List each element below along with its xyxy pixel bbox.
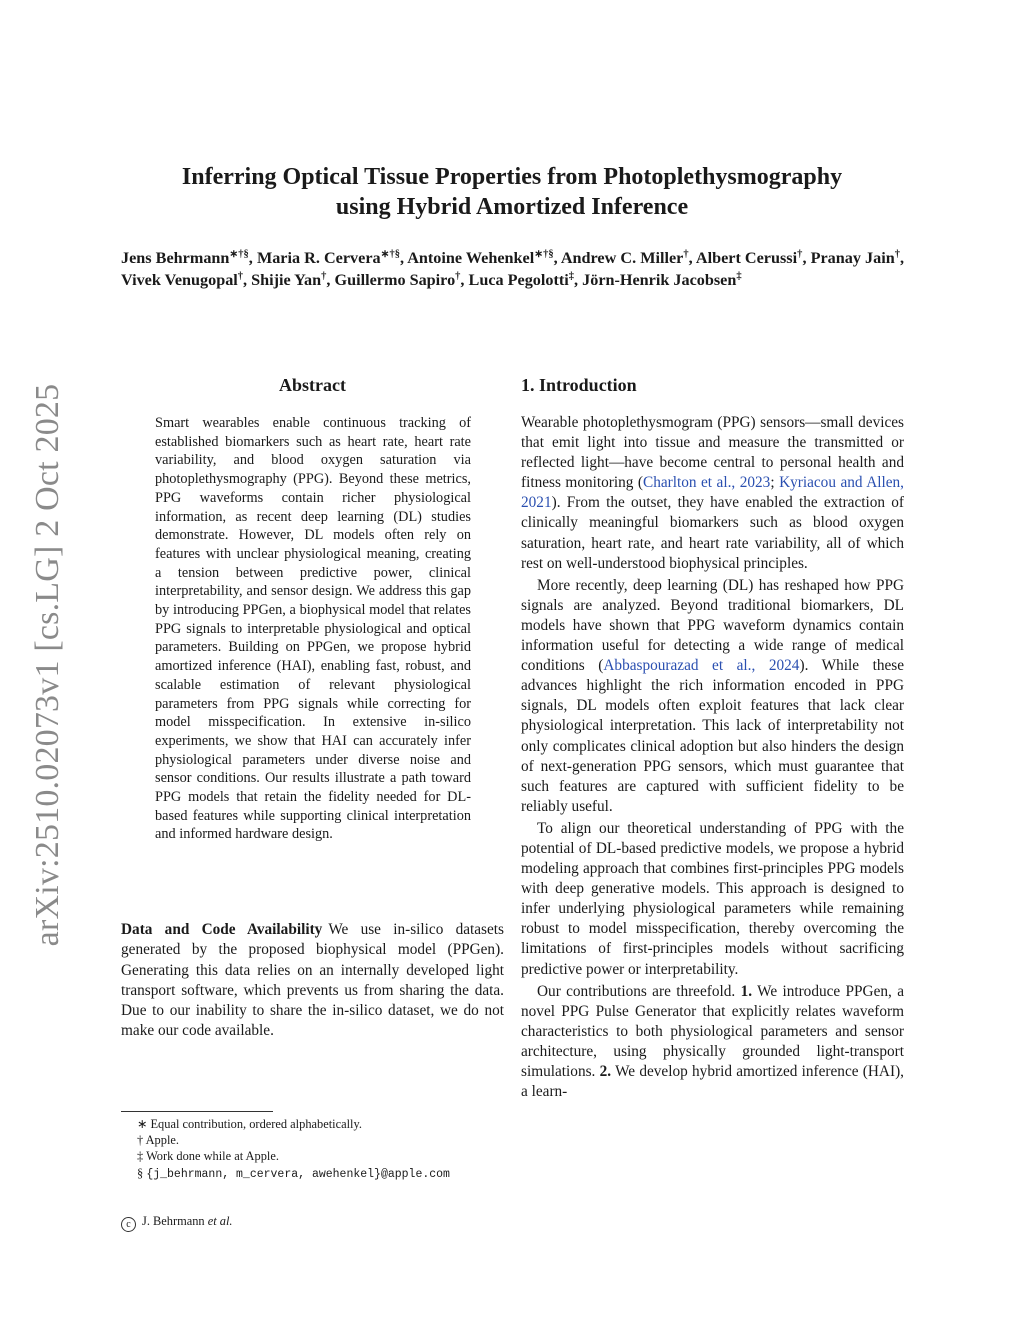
author: Pranay Jain† [810,249,901,267]
author: Shijie Yan† [251,271,327,289]
footnote-emails: § {j_behrmann, m_cervera, awehenkel}@apple.com [137,1165,450,1181]
data-code-availability [121,920,504,1042]
paper-title [100,162,924,222]
intro-paragraph: More recently, deep learning (DL) has reshaped how PPG signals are analyzed. Beyond traditional biomarkers, DL models have shown that PPG waveform dynamics contain information useful for detecting a wide range of medical conditions (Abbaspourazad et al., 2024). While these advances highlight the rich information encoded in PPG signals, DL models often exploit features that lack clear physiological interpretation. This lack of interpretability not only complicates clinical adoption but also hinders the design of next-generation PPG sensors, which must guarantee that such features are captured with sufficient fidelity to be reliably useful. [521,576,904,815]
footnote-apple: † Apple. [137,1133,179,1148]
author: Andrew C. Miller† [560,249,689,267]
email-addresses: {j_behrmann, m_cervera, awehenkel}@apple.com [146,1167,450,1181]
introduction-heading: 1. Introduction [521,375,637,395]
footnote-equal: ∗ Equal contribution, ordered alphabetically. [137,1117,362,1131]
author: Vivek Venugopal† [121,271,244,289]
citation-link[interactable]: Kyriacou and Allen, 2021 [521,474,905,512]
author: Guillermo Sapiro† [334,271,461,289]
citation-link[interactable]: Charlton et al., 2023 [643,474,771,492]
footnotes [121,1116,504,1183]
copyright-line: c J. Behrmann et al. [121,1214,233,1232]
citation-link[interactable]: Abbaspourazad et al., 2024 [603,657,800,675]
footnote-work: ‡ Work done while at Apple. [137,1149,279,1164]
copyright-icon: c [121,1217,136,1232]
title-line-2: using Hybrid Amortized Inference [335,194,689,220]
title-line-1: Inferring Optical Tissue Properties from Photoplethysmography [181,164,843,190]
abstract-text: Smart wearables enable continuous tracking of established biomarkers such as heart rate, heart rate variability, and blood oxygen saturation via photoplethysmography (PPG). Beyond these metrics, PPG waveforms contain richer physiological information, as recent deep learning (DL) studies demonstrate. However, DL models often rely on features with unclear physiological meaning, creating a tension between predictive power, clinical interpretability, and sensor design. We address this gap by introducing PPGen, a biophysical model that relates PPG signals to interpretable physiological and optical parameters. Building on PPGen, we propose hybrid amortized inference (HAI), enabling fast, robust, and scalable estimation of relevant physiological parameters from PPG signals while correcting for model misspecification. In extensive in-silico experiments, we show that HAI can accurately infer physiological parameters under diverse noise and sensor conditions. Our results illustrate a path toward PPG models that retain the fidelity needed for DL-based features while supporting clinical interpretation and informed hardware design. [155,415,471,843]
author: Jens Behrmann∗†§ [121,249,249,267]
intro-paragraph: Wearable photoplethysmogram (PPG) sensors—small devices that emit light into tissue and measure the transmitted or reflected light—have become central to personal health and fitness monitoring (Charlton et al., 2023; Kyriacou and Allen, 2021). From the outset, they have enabled the extraction of clinically meaningful biomarkers such as blood oxygen saturation, heart rate, and heart rate variability, all of which rest on well-understood biophysical principles. [521,414,905,572]
arxiv-id: arXiv:2510.02073v1 [cs.LG] 2 Oct 2025 [29,383,66,947]
intro-paragraph: To align our theoretical understanding of PPG with the potential of DL-based predictive models, we propose a hybrid modeling approach that combines first-principles PPG models with deep generative models. This approach is designed to infer underlying physiological parameters while remaining robust to model misspecification, thereby overcoming the limitations of first-principles models without sacrificing predictive power or interpretability. [521,819,904,978]
author-list: Jens Behrmann∗†§, Maria R. Cervera∗†§, Antoine Wehenkel∗†§, Andrew C. Miller†, Albert Cerussi†, Pranay Jain†, Vivek Venugopal†, Shijie Yan†, Guillermo Sapiro†, Luca Pegolotti‡, Jörn-Henrik Jacobsen‡ [121,249,905,289]
author: Albert Cerussi† [695,249,803,267]
footnote-rule [121,1111,273,1112]
introduction-body [521,413,904,1102]
author: Luca Pegolotti‡ [468,271,575,289]
author: Antoine Wehenkel∗†§ [407,249,554,267]
data-code-text: We use in-silico datasets generated by the proposed biophysical model (PPGen). Generating this data relies on an internally developed light transport software, which prevents us from sharing the data. Due to our inability to share the in-silico dataset, we do not make our code available. [121,921,504,1040]
abstract-heading: Abstract [279,375,346,395]
intro-paragraph: Our contributions are threefold. 1. We introduce PPGen, a novel PPG Pulse Generator that explicitly relates waveform characteristics to both physiological parameters and sensor architecture, using physically grounded light-transport simulations. 2. We develop hybrid amortized inference (HAI), a learn- [521,982,904,1101]
data-code-heading: Data and Code Availability [121,921,323,938]
arxiv-sidebar-stamp [28,380,68,950]
author: Maria R. Cervera∗†§ [256,249,400,267]
author: Jörn-Henrik Jacobsen‡ [582,271,742,289]
